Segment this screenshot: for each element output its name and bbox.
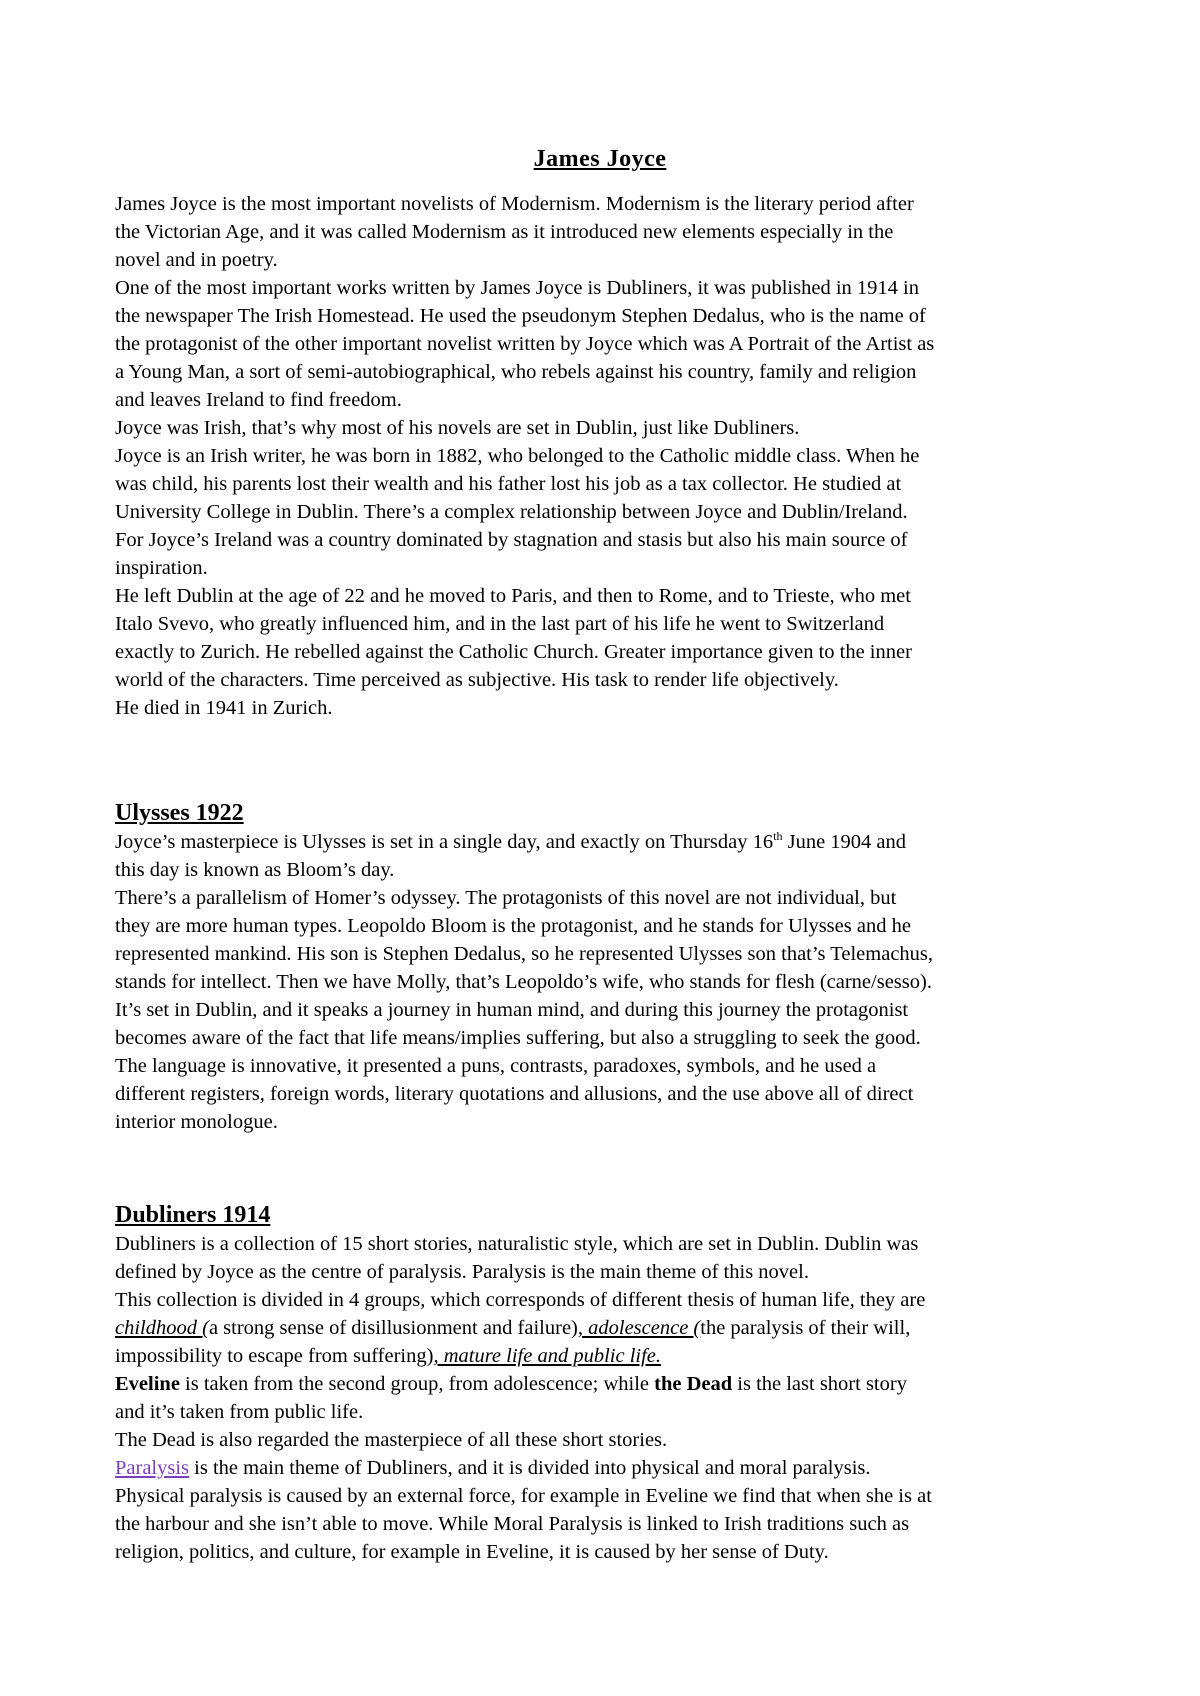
- paralysis-link[interactable]: Paralysis: [115, 1457, 190, 1479]
- text-span: a strong sense of disillusionment and failure): [208, 1317, 578, 1339]
- superscript: th: [773, 829, 783, 844]
- text-line: inspiration.: [115, 557, 208, 579]
- text-line: For Joyce’s Ireland was a country dominated by stagnation and stasis but also his main source of: [115, 529, 908, 551]
- text-line: Italo Svevo, who greatly influenced him, and in the last part of his life he went to Switzerland: [115, 613, 885, 635]
- text-line: This collection is divided in 4 groups, which corresponds of different thesis of human life, they are: [115, 1289, 926, 1311]
- text-span: the paralysis of their will,: [700, 1317, 911, 1339]
- text-span: is the last short story: [732, 1373, 907, 1395]
- text-line: He died in 1941 in Zurich.: [115, 697, 333, 719]
- text-line: One of the most important works written by James Joyce is Dubliners, it was published in 1914 in: [115, 277, 919, 299]
- text-line: the harbour and she isn’t able to move. While Moral Paralysis is linked to Irish traditions such as: [115, 1513, 910, 1535]
- text-line: and it’s taken from public life.: [115, 1401, 364, 1423]
- text-line: a Young Man, a sort of semi-autobiographical, who rebels against his country, family and religion: [115, 361, 917, 383]
- text-line: [115, 1314, 1095, 1342]
- group-adolescence: , adolescence (: [577, 1317, 701, 1339]
- section-heading-ulysses: Ulysses 1922: [115, 800, 244, 826]
- text-line: The Dead is also regarded the masterpiece of all these short stories.: [115, 1429, 668, 1451]
- the-dead-term: the Dead: [654, 1373, 733, 1395]
- text-line: [115, 1342, 1095, 1370]
- text-span: is taken from the second group, from adolescence; while: [179, 1373, 655, 1395]
- ulysses-paragraph: [115, 828, 1095, 1136]
- text-line: they are more human types. Leopoldo Bloom is the protagonist, and he stands for Ulysses and he: [115, 915, 911, 937]
- text-line: interior monologue.: [115, 1111, 278, 1133]
- text-line: University College in Dublin. There’s a complex relationship between Joyce and Dublin/Ireland.: [115, 501, 908, 523]
- intro-paragraph: [115, 190, 1095, 722]
- text-line: the protagonist of the other important novelist written by Joyce which was A Portrait of the Artist as: [115, 333, 935, 355]
- text-line: becomes aware of the fact that life means/implies suffering, but also a struggling to seek the good.: [115, 1027, 921, 1049]
- text-line: Joyce is an Irish writer, he was born in 1882, who belonged to the Catholic middle class. When he: [115, 445, 920, 467]
- text-line: and leaves Ireland to find freedom.: [115, 389, 402, 411]
- text-line: Joyce was Irish, that’s why most of his novels are set in Dublin, just like Dubliners.: [115, 417, 800, 439]
- text-line: world of the characters. Time perceived as subjective. His task to render life objectively.: [115, 669, 839, 691]
- text-line: [115, 828, 1095, 856]
- text-line: this day is known as Bloom’s day.: [115, 859, 395, 881]
- group-mature-public-life: , mature life and public life.: [433, 1345, 662, 1367]
- text-line: the newspaper The Irish Homestead. He used the pseudonym Stephen Dedalus, who is the name of: [115, 305, 926, 327]
- text-line: James Joyce is the most important novelists of Modernism. Modernism is the literary period after: [115, 193, 914, 215]
- text-line: different registers, foreign words, literary quotations and allusions, and the use above all of direct: [115, 1083, 914, 1105]
- section-heading-dubliners: Dubliners 1914: [115, 1202, 271, 1228]
- text-line: stands for intellect. Then we have Molly, that’s Leopoldo’s wife, who stands for flesh (carne/sesso).: [115, 971, 932, 993]
- eveline-term: Eveline: [115, 1373, 180, 1395]
- text-line: defined by Joyce as the centre of paralysis. Paralysis is the main theme of this novel.: [115, 1261, 809, 1283]
- text-line: religion, politics, and culture, for example in Eveline, it is caused by her sense of Duty.: [115, 1541, 829, 1563]
- text-line: [115, 1454, 1095, 1482]
- text-span: Joyce’s masterpiece is Ulysses is set in a single day, and exactly on Thursday 16: [115, 831, 774, 853]
- text-line: represented mankind. His son is Stephen Dedalus, so he represented Ulysses son that’s Telemachus,: [115, 943, 934, 965]
- text-line: [115, 1370, 1095, 1398]
- text-line: It’s set in Dublin, and it speaks a journey in human mind, and during this journey the protagonist: [115, 999, 909, 1021]
- text-line: Physical paralysis is caused by an external force, for example in Eveline we find that when she is at: [115, 1485, 932, 1507]
- text-line: There’s a parallelism of Homer’s odyssey. The protagonists of this novel are not individual, but: [115, 887, 897, 909]
- group-childhood: childhood (: [115, 1317, 209, 1339]
- text-line: The language is innovative, it presented a puns, contrasts, paradoxes, symbols, and he used a: [115, 1055, 877, 1077]
- page-title: James Joyce: [533, 146, 667, 172]
- text-line: Dubliners is a collection of 15 short stories, naturalistic style, which are set in Dublin. Dublin was: [115, 1233, 919, 1255]
- dubliners-paragraph: [115, 1230, 1095, 1566]
- text-line: was child, his parents lost their wealth and his father lost his job as a tax collector. He studied at: [115, 473, 902, 495]
- text-line: novel and in poetry.: [115, 249, 278, 271]
- text-line: the Victorian Age, and it was called Modernism as it introduced new elements especially in the: [115, 221, 894, 243]
- text-span: impossibility to escape from suffering): [115, 1345, 434, 1367]
- text-span: is the main theme of Dubliners, and it is divided into physical and moral paralysis.: [189, 1457, 871, 1479]
- text-line: He left Dublin at the age of 22 and he moved to Paris, and then to Rome, and to Trieste, who met: [115, 585, 911, 607]
- text-line: exactly to Zurich. He rebelled against the Catholic Church. Greater importance given to the inner: [115, 641, 912, 663]
- text-span: June 1904 and: [782, 831, 907, 853]
